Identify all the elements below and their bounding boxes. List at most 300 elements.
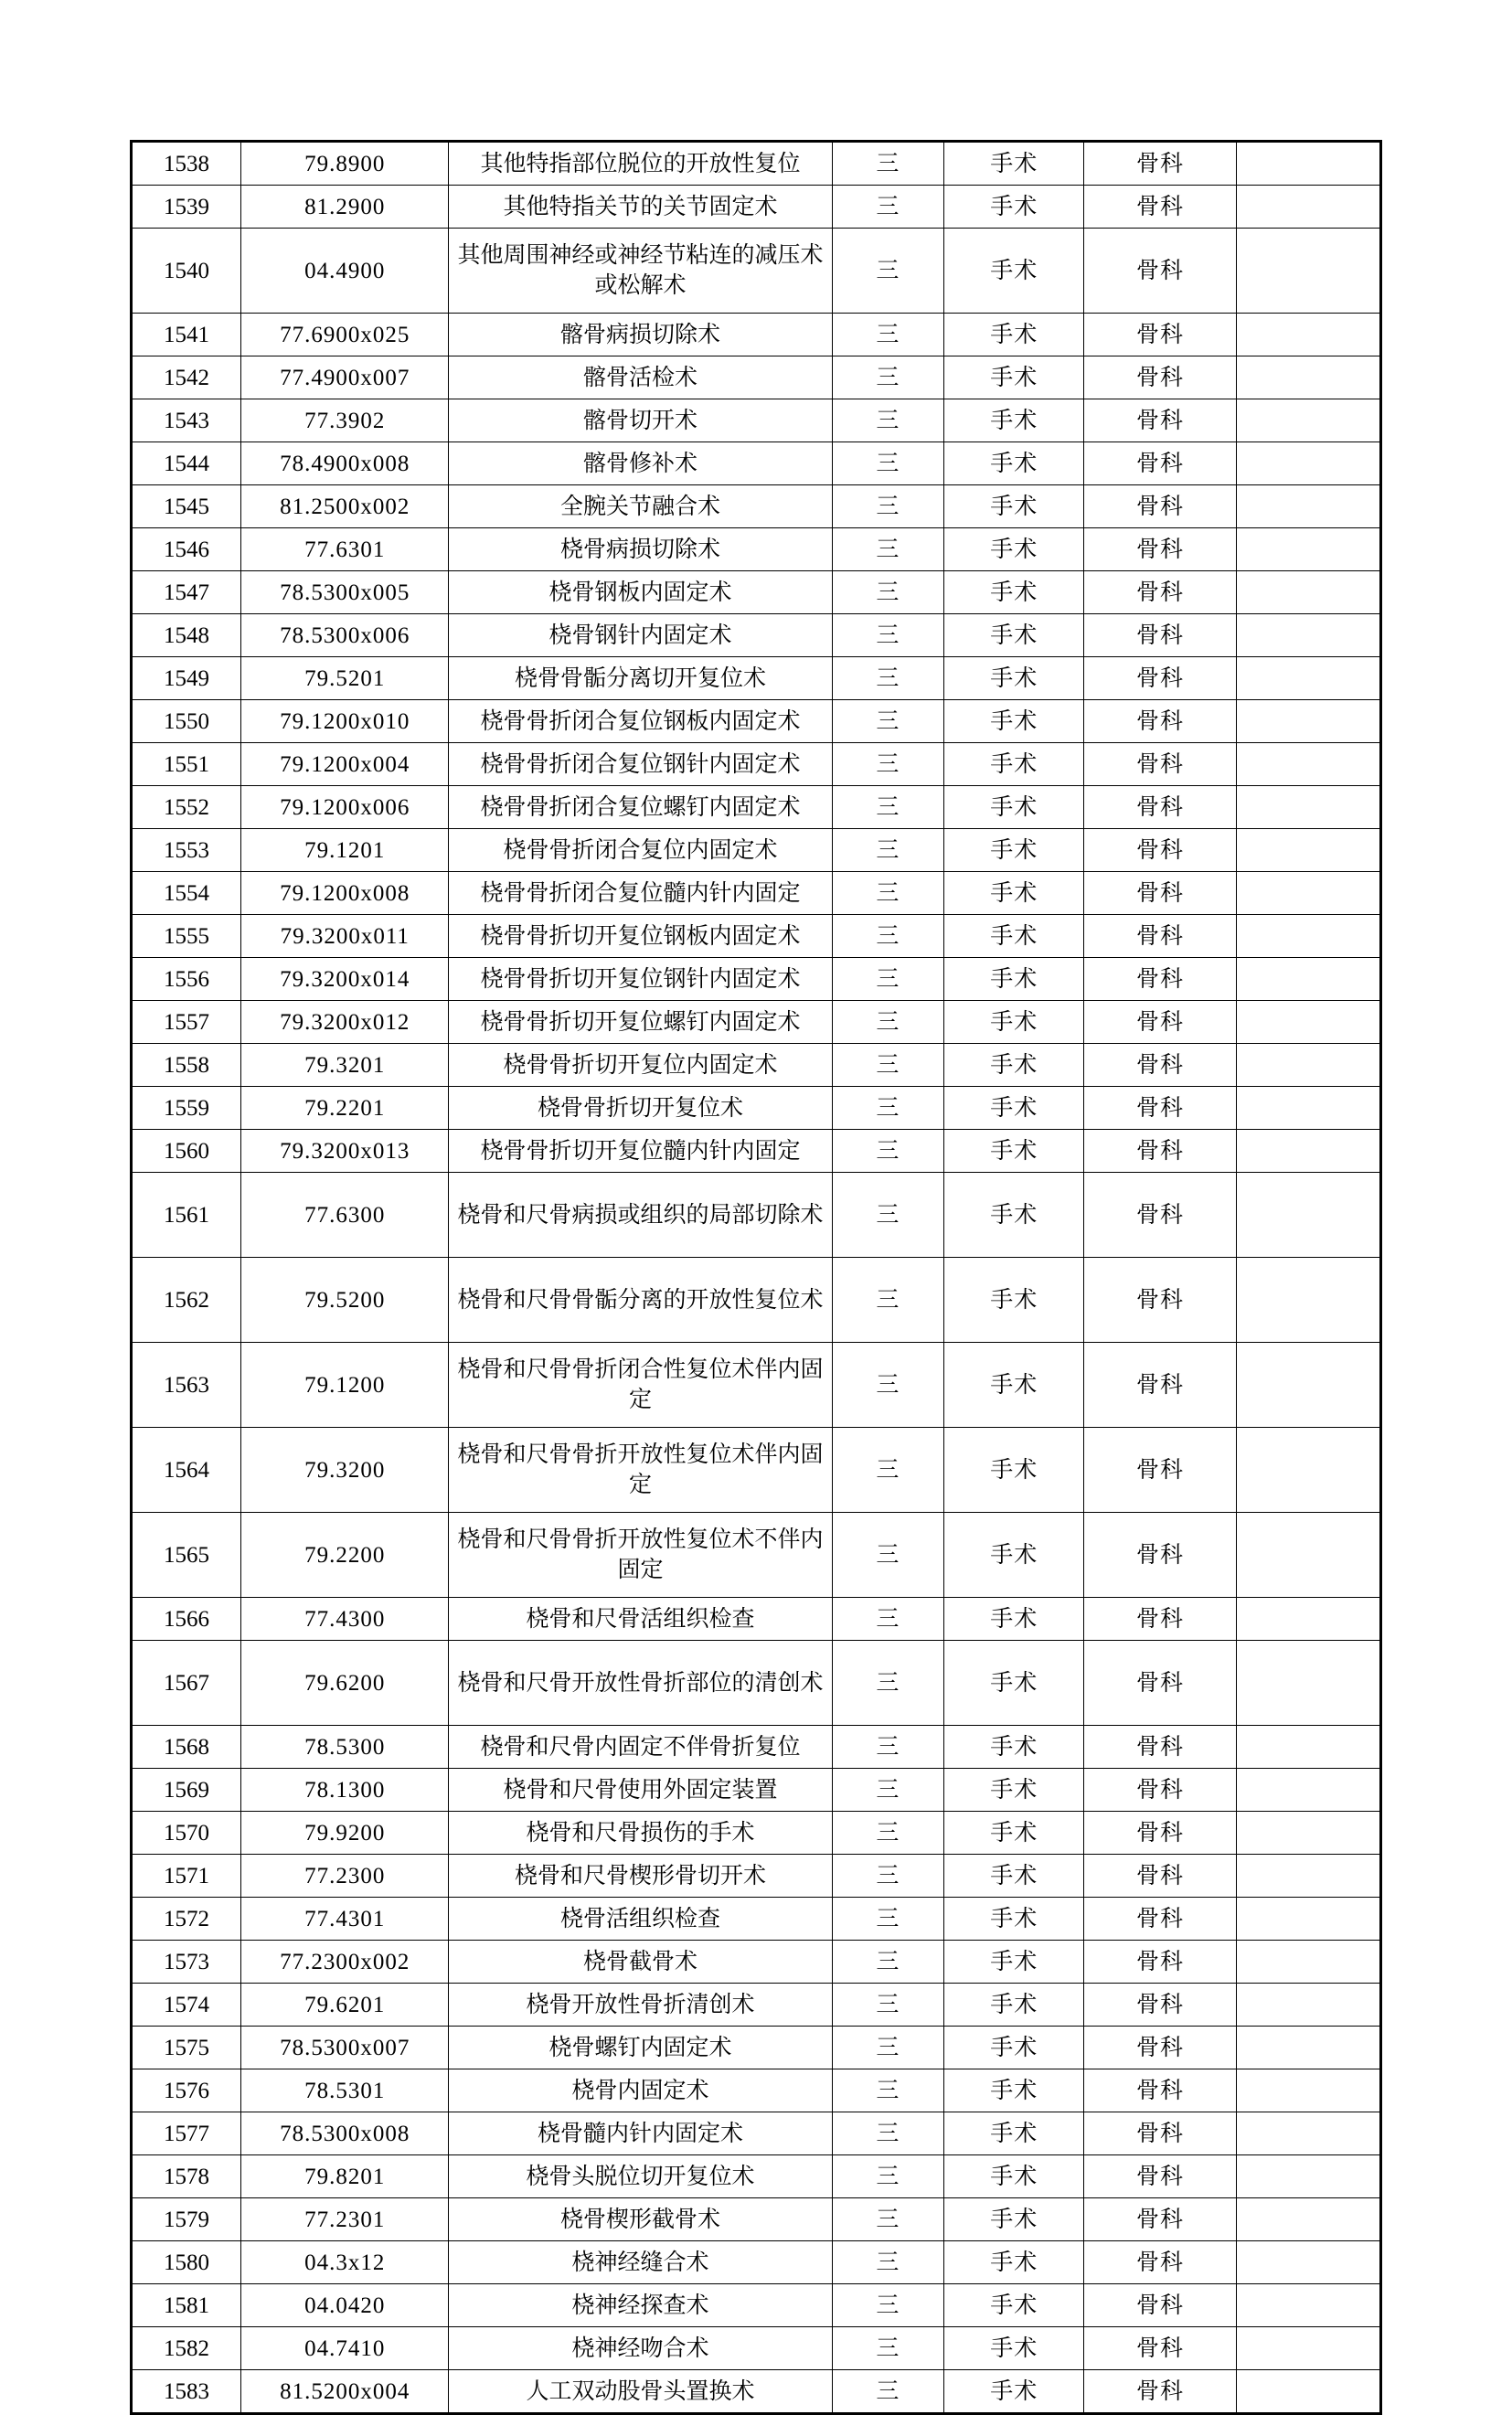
cell-type: 手术: [944, 1001, 1084, 1044]
cell-name: 其他周围神经或神经节粘连的减压术或松解术: [449, 229, 832, 314]
table-row: [132, 1044, 1381, 1087]
cell-seq: 1540: [132, 229, 241, 314]
cell-type: 手术: [944, 1428, 1084, 1513]
cell-dept: 骨科: [1084, 1984, 1236, 2027]
cell-type: 手术: [944, 1726, 1084, 1769]
cell-type: 手术: [944, 1258, 1084, 1343]
cell-remark: [1236, 142, 1380, 186]
cell-name: 桡骨内固定术: [449, 2069, 832, 2112]
cell-type: 手术: [944, 142, 1084, 186]
cell-remark: [1236, 186, 1380, 229]
cell-seq: 1565: [132, 1513, 241, 1598]
document-page: [130, 140, 1382, 2415]
cell-dept: 骨科: [1084, 743, 1236, 786]
cell-level: 三: [832, 657, 944, 700]
cell-level: 三: [832, 1641, 944, 1726]
cell-seq: 1561: [132, 1173, 241, 1258]
cell-dept: 骨科: [1084, 958, 1236, 1001]
cell-dept: 骨科: [1084, 614, 1236, 657]
cell-level: 三: [832, 958, 944, 1001]
cell-code: 78.4900x008: [241, 442, 449, 485]
cell-code: 79.1200x010: [241, 700, 449, 743]
cell-type: 手术: [944, 1984, 1084, 2027]
cell-seq: 1574: [132, 1984, 241, 2027]
cell-type: 手术: [944, 872, 1084, 915]
cell-name: 桡骨骨折切开复位髓内针内固定: [449, 1130, 832, 1173]
cell-seq: 1560: [132, 1130, 241, 1173]
cell-remark: [1236, 1598, 1380, 1641]
table-row: [132, 1855, 1381, 1898]
cell-level: 三: [832, 528, 944, 571]
cell-remark: [1236, 1726, 1380, 1769]
cell-seq: 1563: [132, 1343, 241, 1428]
cell-dept: 骨科: [1084, 2370, 1236, 2414]
cell-code: 79.2201: [241, 1087, 449, 1130]
cell-name: 桡骨骨折闭合复位钢针内固定术: [449, 743, 832, 786]
table-row: [132, 1173, 1381, 1258]
cell-remark: [1236, 1812, 1380, 1855]
table-row: [132, 2069, 1381, 2112]
table-row: [132, 2112, 1381, 2155]
cell-remark: [1236, 614, 1380, 657]
cell-code: 79.3200: [241, 1428, 449, 1513]
cell-seq: 1570: [132, 1812, 241, 1855]
cell-dept: 骨科: [1084, 2069, 1236, 2112]
table-row: [132, 2370, 1381, 2414]
cell-type: 手术: [944, 1087, 1084, 1130]
table-row: [132, 1898, 1381, 1941]
cell-seq: 1551: [132, 743, 241, 786]
cell-remark: [1236, 571, 1380, 614]
cell-seq: 1550: [132, 700, 241, 743]
table-row: [132, 2155, 1381, 2198]
cell-code: 79.1200x008: [241, 872, 449, 915]
cell-name: 桡骨骨折切开复位钢针内固定术: [449, 958, 832, 1001]
cell-dept: 骨科: [1084, 1726, 1236, 1769]
cell-remark: [1236, 1641, 1380, 1726]
cell-code: 81.2500x002: [241, 485, 449, 528]
cell-name: 桡骨钢板内固定术: [449, 571, 832, 614]
cell-remark: [1236, 958, 1380, 1001]
cell-code: 78.5300x007: [241, 2027, 449, 2069]
cell-seq: 1538: [132, 142, 241, 186]
cell-level: 三: [832, 872, 944, 915]
cell-remark: [1236, 915, 1380, 958]
table-row: [132, 528, 1381, 571]
table-row: [132, 2027, 1381, 2069]
cell-type: 手术: [944, 700, 1084, 743]
cell-seq: 1566: [132, 1598, 241, 1641]
cell-code: 78.5300x005: [241, 571, 449, 614]
table-row: [132, 142, 1381, 186]
cell-remark: [1236, 2284, 1380, 2327]
cell-name: 桡骨钢针内固定术: [449, 614, 832, 657]
table-row: [132, 1984, 1381, 2027]
cell-level: 三: [832, 1726, 944, 1769]
cell-seq: 1548: [132, 614, 241, 657]
table-row: [132, 743, 1381, 786]
cell-seq: 1552: [132, 786, 241, 829]
cell-seq: 1579: [132, 2198, 241, 2241]
cell-type: 手术: [944, 2112, 1084, 2155]
cell-name: 髂骨切开术: [449, 399, 832, 442]
cell-dept: 骨科: [1084, 314, 1236, 356]
cell-code: 79.6201: [241, 1984, 449, 2027]
table-row: [132, 1726, 1381, 1769]
cell-level: 三: [832, 1001, 944, 1044]
table-row: [132, 2327, 1381, 2370]
table-row: [132, 657, 1381, 700]
cell-type: 手术: [944, 2284, 1084, 2327]
cell-level: 三: [832, 2327, 944, 2370]
cell-level: 三: [832, 1898, 944, 1941]
cell-seq: 1575: [132, 2027, 241, 2069]
cell-dept: 骨科: [1084, 700, 1236, 743]
table-row: [132, 399, 1381, 442]
cell-level: 三: [832, 2241, 944, 2284]
cell-remark: [1236, 1855, 1380, 1898]
cell-remark: [1236, 485, 1380, 528]
cell-name: 桡神经缝合术: [449, 2241, 832, 2284]
cell-seq: 1543: [132, 399, 241, 442]
cell-dept: 骨科: [1084, 2198, 1236, 2241]
cell-type: 手术: [944, 786, 1084, 829]
cell-code: 77.6301: [241, 528, 449, 571]
cell-dept: 骨科: [1084, 1855, 1236, 1898]
cell-dept: 骨科: [1084, 1044, 1236, 1087]
table-row: [132, 356, 1381, 399]
cell-remark: [1236, 229, 1380, 314]
cell-name: 桡骨骨折切开复位术: [449, 1087, 832, 1130]
table-row: [132, 1641, 1381, 1726]
cell-seq: 1556: [132, 958, 241, 1001]
cell-name: 全腕关节融合术: [449, 485, 832, 528]
cell-dept: 骨科: [1084, 356, 1236, 399]
cell-dept: 骨科: [1084, 186, 1236, 229]
table-row: [132, 1001, 1381, 1044]
cell-dept: 骨科: [1084, 1598, 1236, 1641]
cell-remark: [1236, 399, 1380, 442]
cell-dept: 骨科: [1084, 485, 1236, 528]
cell-remark: [1236, 2155, 1380, 2198]
cell-seq: 1564: [132, 1428, 241, 1513]
cell-dept: 骨科: [1084, 1641, 1236, 1726]
cell-code: 79.1201: [241, 829, 449, 872]
cell-seq: 1562: [132, 1258, 241, 1343]
cell-level: 三: [832, 399, 944, 442]
cell-type: 手术: [944, 829, 1084, 872]
cell-seq: 1542: [132, 356, 241, 399]
cell-dept: 骨科: [1084, 1001, 1236, 1044]
cell-type: 手术: [944, 2198, 1084, 2241]
table-row: [132, 700, 1381, 743]
cell-code: 79.1200: [241, 1343, 449, 1428]
cell-code: 78.5300x006: [241, 614, 449, 657]
cell-seq: 1555: [132, 915, 241, 958]
cell-name: 其他特指部位脱位的开放性复位: [449, 142, 832, 186]
cell-dept: 骨科: [1084, 2327, 1236, 2370]
table-row: [132, 2284, 1381, 2327]
cell-remark: [1236, 314, 1380, 356]
cell-name: 桡骨活组织检查: [449, 1898, 832, 1941]
cell-level: 三: [832, 2155, 944, 2198]
cell-remark: [1236, 872, 1380, 915]
cell-remark: [1236, 1769, 1380, 1812]
table-row: [132, 1513, 1381, 1598]
table-row: [132, 1130, 1381, 1173]
cell-code: 04.4900: [241, 229, 449, 314]
cell-code: 79.1200x004: [241, 743, 449, 786]
cell-level: 三: [832, 485, 944, 528]
cell-remark: [1236, 1343, 1380, 1428]
cell-seq: 1577: [132, 2112, 241, 2155]
cell-dept: 骨科: [1084, 1769, 1236, 1812]
cell-level: 三: [832, 1513, 944, 1598]
cell-seq: 1582: [132, 2327, 241, 2370]
cell-seq: 1541: [132, 314, 241, 356]
cell-type: 手术: [944, 958, 1084, 1001]
cell-name: 桡骨骨折闭合复位内固定术: [449, 829, 832, 872]
table-row: [132, 314, 1381, 356]
cell-type: 手术: [944, 2241, 1084, 2284]
cell-code: 04.7410: [241, 2327, 449, 2370]
cell-code: 77.6900x025: [241, 314, 449, 356]
cell-code: 77.4900x007: [241, 356, 449, 399]
cell-level: 三: [832, 2069, 944, 2112]
cell-level: 三: [832, 829, 944, 872]
cell-code: 78.1300: [241, 1769, 449, 1812]
cell-dept: 骨科: [1084, 2155, 1236, 2198]
cell-name: 桡骨骨折切开复位内固定术: [449, 1044, 832, 1087]
cell-remark: [1236, 2327, 1380, 2370]
cell-level: 三: [832, 571, 944, 614]
cell-seq: 1576: [132, 2069, 241, 2112]
cell-name: 其他特指关节的关节固定术: [449, 186, 832, 229]
cell-name: 桡骨和尺骨病损或组织的局部切除术: [449, 1173, 832, 1258]
table-row: [132, 1343, 1381, 1428]
cell-remark: [1236, 1941, 1380, 1984]
table-row: [132, 442, 1381, 485]
cell-type: 手术: [944, 528, 1084, 571]
cell-level: 三: [832, 356, 944, 399]
cell-level: 三: [832, 1087, 944, 1130]
cell-remark: [1236, 1044, 1380, 1087]
cell-dept: 骨科: [1084, 1941, 1236, 1984]
cell-dept: 骨科: [1084, 229, 1236, 314]
cell-name: 桡骨骨折闭合复位钢板内固定术: [449, 700, 832, 743]
cell-type: 手术: [944, 2155, 1084, 2198]
cell-name: 桡骨和尺骨内固定不伴骨折复位: [449, 1726, 832, 1769]
cell-level: 三: [832, 229, 944, 314]
cell-code: 79.2200: [241, 1513, 449, 1598]
cell-remark: [1236, 1130, 1380, 1173]
cell-remark: [1236, 1173, 1380, 1258]
cell-level: 三: [832, 2284, 944, 2327]
cell-level: 三: [832, 1812, 944, 1855]
cell-seq: 1546: [132, 528, 241, 571]
cell-level: 三: [832, 1343, 944, 1428]
cell-seq: 1571: [132, 1855, 241, 1898]
cell-code: 77.2301: [241, 2198, 449, 2241]
cell-name: 髂骨修补术: [449, 442, 832, 485]
cell-remark: [1236, 1898, 1380, 1941]
cell-name: 人工双动股骨头置换术: [449, 2370, 832, 2414]
cell-level: 三: [832, 614, 944, 657]
cell-dept: 骨科: [1084, 442, 1236, 485]
table-row: [132, 229, 1381, 314]
cell-level: 三: [832, 2370, 944, 2414]
cell-remark: [1236, 2027, 1380, 2069]
cell-level: 三: [832, 1984, 944, 2027]
cell-code: 77.6300: [241, 1173, 449, 1258]
cell-remark: [1236, 829, 1380, 872]
cell-code: 79.3200x014: [241, 958, 449, 1001]
cell-code: 79.3200x013: [241, 1130, 449, 1173]
cell-code: 79.3200x012: [241, 1001, 449, 1044]
cell-level: 三: [832, 2198, 944, 2241]
table-row: [132, 1598, 1381, 1641]
cell-seq: 1583: [132, 2370, 241, 2414]
cell-type: 手术: [944, 1513, 1084, 1598]
procedure-table-body: [132, 142, 1381, 2414]
cell-type: 手术: [944, 186, 1084, 229]
cell-seq: 1558: [132, 1044, 241, 1087]
cell-remark: [1236, 1258, 1380, 1343]
cell-remark: [1236, 442, 1380, 485]
cell-name: 桡骨和尺骨活组织检查: [449, 1598, 832, 1641]
cell-dept: 骨科: [1084, 1343, 1236, 1428]
table-row: [132, 614, 1381, 657]
cell-type: 手术: [944, 1641, 1084, 1726]
cell-type: 手术: [944, 2327, 1084, 2370]
cell-seq: 1559: [132, 1087, 241, 1130]
cell-dept: 骨科: [1084, 2027, 1236, 2069]
table-row: [132, 915, 1381, 958]
cell-name: 桡骨髓内针内固定术: [449, 2112, 832, 2155]
cell-type: 手术: [944, 1941, 1084, 1984]
cell-dept: 骨科: [1084, 1898, 1236, 1941]
cell-type: 手术: [944, 915, 1084, 958]
cell-name: 桡骨螺钉内固定术: [449, 2027, 832, 2069]
cell-name: 桡骨和尺骨使用外固定装置: [449, 1769, 832, 1812]
cell-remark: [1236, 1513, 1380, 1598]
cell-type: 手术: [944, 1130, 1084, 1173]
cell-dept: 骨科: [1084, 1812, 1236, 1855]
cell-level: 三: [832, 786, 944, 829]
cell-code: 78.5301: [241, 2069, 449, 2112]
cell-code: 79.1200x006: [241, 786, 449, 829]
cell-code: 79.5201: [241, 657, 449, 700]
table-row: [132, 571, 1381, 614]
cell-remark: [1236, 1428, 1380, 1513]
cell-remark: [1236, 700, 1380, 743]
cell-name: 桡骨和尺骨开放性骨折部位的清创术: [449, 1641, 832, 1726]
cell-level: 三: [832, 1769, 944, 1812]
cell-seq: 1554: [132, 872, 241, 915]
cell-code: 78.5300x008: [241, 2112, 449, 2155]
cell-dept: 骨科: [1084, 1173, 1236, 1258]
cell-code: 77.2300x002: [241, 1941, 449, 1984]
cell-level: 三: [832, 142, 944, 186]
cell-level: 三: [832, 442, 944, 485]
cell-name: 桡骨开放性骨折清创术: [449, 1984, 832, 2027]
cell-type: 手术: [944, 1898, 1084, 1941]
cell-name: 桡骨和尺骨骨折开放性复位术伴内固定: [449, 1428, 832, 1513]
cell-seq: 1580: [132, 2241, 241, 2284]
cell-remark: [1236, 743, 1380, 786]
cell-seq: 1578: [132, 2155, 241, 2198]
cell-seq: 1557: [132, 1001, 241, 1044]
cell-dept: 骨科: [1084, 1428, 1236, 1513]
cell-dept: 骨科: [1084, 2241, 1236, 2284]
cell-name: 桡骨病损切除术: [449, 528, 832, 571]
cell-code: 79.5200: [241, 1258, 449, 1343]
cell-dept: 骨科: [1084, 657, 1236, 700]
cell-seq: 1581: [132, 2284, 241, 2327]
table-row: [132, 485, 1381, 528]
cell-type: 手术: [944, 657, 1084, 700]
cell-code: 04.3x12: [241, 2241, 449, 2284]
cell-code: 77.3902: [241, 399, 449, 442]
cell-dept: 骨科: [1084, 915, 1236, 958]
cell-type: 手术: [944, 1855, 1084, 1898]
table-row: [132, 186, 1381, 229]
cell-level: 三: [832, 915, 944, 958]
table-row: [132, 958, 1381, 1001]
cell-type: 手术: [944, 1343, 1084, 1428]
cell-name: 桡骨骨折切开复位钢板内固定术: [449, 915, 832, 958]
cell-seq: 1545: [132, 485, 241, 528]
cell-dept: 骨科: [1084, 142, 1236, 186]
cell-dept: 骨科: [1084, 1258, 1236, 1343]
cell-seq: 1567: [132, 1641, 241, 1726]
cell-level: 三: [832, 1258, 944, 1343]
table-row: [132, 786, 1381, 829]
cell-level: 三: [832, 186, 944, 229]
table-row: [132, 2198, 1381, 2241]
cell-level: 三: [832, 1044, 944, 1087]
cell-type: 手术: [944, 399, 1084, 442]
cell-level: 三: [832, 1855, 944, 1898]
cell-dept: 骨科: [1084, 1130, 1236, 1173]
cell-type: 手术: [944, 1044, 1084, 1087]
cell-seq: 1572: [132, 1898, 241, 1941]
table-row: [132, 872, 1381, 915]
cell-dept: 骨科: [1084, 1513, 1236, 1598]
cell-remark: [1236, 528, 1380, 571]
cell-remark: [1236, 2112, 1380, 2155]
cell-name: 桡神经探查术: [449, 2284, 832, 2327]
cell-name: 桡骨和尺骨骨折开放性复位术不伴内固定: [449, 1513, 832, 1598]
table-row: [132, 1769, 1381, 1812]
cell-type: 手术: [944, 442, 1084, 485]
cell-dept: 骨科: [1084, 571, 1236, 614]
cell-dept: 骨科: [1084, 1087, 1236, 1130]
table-row: [132, 1428, 1381, 1513]
cell-remark: [1236, 2198, 1380, 2241]
cell-code: 79.3200x011: [241, 915, 449, 958]
table-row: [132, 1087, 1381, 1130]
cell-type: 手术: [944, 356, 1084, 399]
cell-level: 三: [832, 1428, 944, 1513]
cell-type: 手术: [944, 1769, 1084, 1812]
cell-name: 桡骨截骨术: [449, 1941, 832, 1984]
cell-type: 手术: [944, 314, 1084, 356]
cell-name: 髂骨活检术: [449, 356, 832, 399]
cell-level: 三: [832, 700, 944, 743]
cell-level: 三: [832, 2112, 944, 2155]
cell-dept: 骨科: [1084, 786, 1236, 829]
